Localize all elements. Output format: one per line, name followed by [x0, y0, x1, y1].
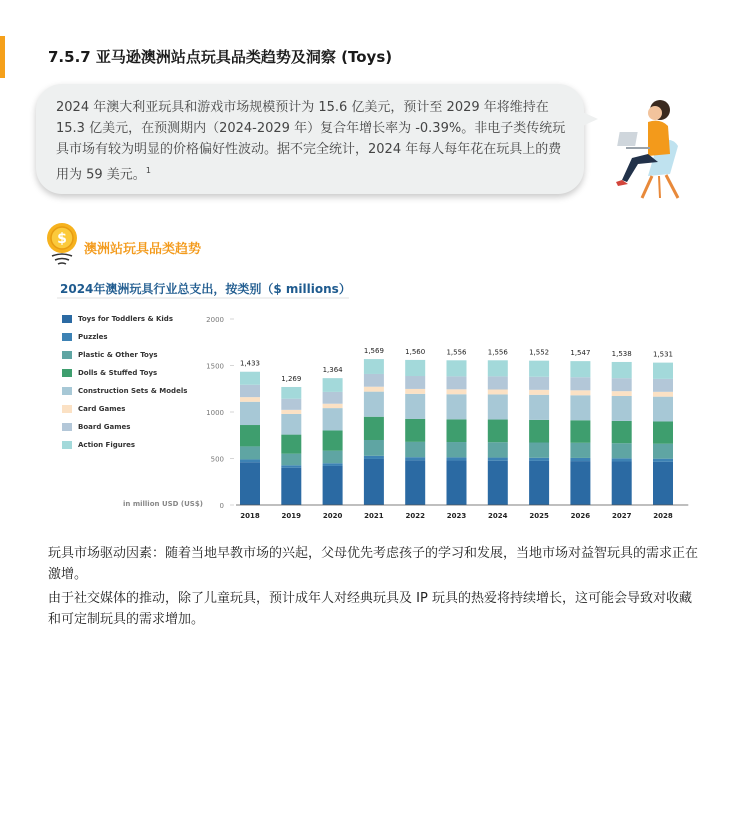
footnote-marker: 1: [145, 166, 151, 175]
bar-segment-2: [240, 446, 260, 459]
bar-segment-0: [529, 461, 549, 505]
svg-text:$: $: [57, 231, 67, 247]
bar-segment-4: [529, 395, 549, 420]
legend-label: Toys for Toddlers & Kids: [78, 315, 173, 323]
bar-segment-7: [447, 360, 467, 376]
bar-segment-0: [405, 460, 425, 505]
bar-segment-6: [653, 379, 673, 392]
bar-segment-3: [405, 419, 425, 442]
bar-segment-1: [405, 457, 425, 460]
bar-segment-1: [612, 458, 632, 461]
section-title: 澳洲站玩具品类趋势: [84, 242, 202, 257]
bar-segment-6: [447, 376, 467, 389]
legend-label: Construction Sets & Models: [78, 387, 188, 395]
bar-segment-0: [653, 462, 673, 505]
bar-segment-6: [240, 385, 260, 397]
x-tick-label: 2022: [405, 512, 425, 520]
bar-segment-7: [281, 387, 301, 399]
bar-segment-5: [323, 404, 343, 408]
bar-segment-7: [612, 362, 632, 378]
bar-segment-6: [281, 399, 301, 410]
bar-total-label: 1,556: [446, 348, 467, 357]
bar-total-label: 1,556: [487, 348, 508, 357]
bar-segment-1: [529, 458, 549, 461]
bar-segment-4: [405, 394, 425, 419]
x-tick-label: 2024: [488, 512, 508, 520]
dollar-coin-icon: [46, 222, 80, 268]
bubble-tail: [578, 110, 598, 128]
bar-segment-4: [570, 395, 590, 420]
paragraph-market-drivers: 玩具市场驱动因素：随着当地早教市场的兴起，父母优先考虑孩子的学习和发展，当地市场对益智玩具的需求正在激增。: [48, 546, 699, 582]
paragraph-social-media: 由于社交媒体的推动，除了儿童玩具，预计成年人对经典玩具及 IP 玩具的热爱将持续增长，这可能会导致对收藏和可定制玩具的需求增加。: [48, 591, 692, 627]
x-tick-label: 2025: [529, 512, 549, 520]
x-tick-label: 2027: [611, 512, 632, 520]
bar-segment-4: [653, 397, 673, 422]
bar-segment-6: [323, 392, 343, 404]
woman-with-laptop-icon: [612, 96, 692, 200]
bar-segment-0: [488, 461, 508, 505]
legend-label: Puzzles: [78, 333, 108, 341]
chart-title: 2024年澳洲玩具行业总支出，按类别（$ millions）: [60, 282, 351, 296]
bar-segment-5: [447, 389, 467, 394]
bar-total-label: 1,269: [281, 374, 302, 383]
x-tick-label: 2023: [446, 512, 467, 520]
y-tick-label: 1500: [206, 362, 224, 371]
bar-segment-5: [612, 391, 632, 396]
legend-label: Plastic & Other Toys: [78, 351, 158, 359]
bar-segment-1: [281, 465, 301, 468]
x-tick-label: 2019: [281, 512, 302, 520]
y-tick-label: 0: [219, 502, 224, 510]
y-tick-label: 500: [210, 455, 224, 464]
bar-total-label: 1,560: [405, 347, 426, 356]
bar-segment-3: [364, 417, 384, 440]
bar-segment-5: [570, 390, 590, 395]
bar-total-label: 1,531: [652, 350, 674, 359]
bar-segment-0: [612, 461, 632, 505]
bar-segment-1: [364, 456, 384, 459]
bar-segment-1: [488, 458, 508, 461]
bar-segment-5: [281, 410, 301, 414]
bar-segment-6: [405, 376, 425, 389]
legend-label: Board Games: [78, 423, 131, 431]
x-tick-label: 2026: [570, 512, 591, 520]
y-tick-label: 2000: [206, 316, 224, 324]
stacked-bar-chart: [0, 300, 729, 530]
bar-segment-4: [281, 414, 301, 435]
x-tick-label: 2028: [653, 512, 673, 520]
bar-segment-2: [529, 443, 549, 458]
accent-bar: [0, 36, 5, 78]
bar-segment-2: [570, 443, 590, 458]
bar-segment-3: [447, 419, 467, 442]
bar-total-label: 1,538: [611, 349, 632, 358]
x-tick-label: 2018: [240, 512, 260, 520]
bar-segment-2: [653, 444, 673, 459]
bar-segment-2: [488, 442, 508, 457]
intro-text: [56, 97, 566, 185]
bar-segment-1: [653, 459, 673, 462]
bar-segment-1: [323, 463, 343, 466]
bar-segment-1: [570, 458, 590, 461]
bar-segment-2: [323, 451, 343, 464]
bar-total-label: 1,547: [570, 349, 591, 358]
bar-segment-3: [653, 421, 673, 443]
bar-segment-5: [529, 390, 549, 395]
x-tick-label: 2021: [364, 512, 384, 520]
bar-segment-2: [405, 442, 425, 457]
bar-total-label: 1,569: [363, 347, 384, 356]
bar-segment-6: [364, 374, 384, 387]
bar-segment-0: [281, 468, 301, 505]
bar-segment-5: [405, 389, 425, 394]
bar-segment-5: [488, 389, 508, 394]
bar-segment-5: [364, 387, 384, 392]
bar-segment-6: [529, 377, 549, 390]
bar-segment-4: [240, 402, 260, 425]
bar-segment-4: [612, 396, 632, 421]
bar-segment-7: [529, 361, 549, 377]
bar-segment-2: [364, 440, 384, 456]
bar-segment-7: [240, 372, 260, 385]
bar-segment-7: [323, 378, 343, 392]
bar-segment-7: [364, 359, 384, 374]
bar-segment-3: [529, 420, 549, 443]
bar-segment-0: [570, 461, 590, 505]
bar-segment-0: [240, 462, 260, 505]
bar-segment-4: [364, 392, 384, 417]
y-axis-unit-label: in million USD (US$): [123, 500, 203, 508]
bar-segment-2: [447, 442, 467, 457]
bar-segment-5: [653, 392, 673, 397]
bar-segment-0: [447, 461, 467, 505]
bar-total-label: 1,364: [322, 366, 343, 375]
bar-segment-7: [488, 360, 508, 376]
page-title: 7.5.7 亚马逊澳洲站点玩具品类趋势及洞察 (Toys): [48, 48, 393, 66]
intro-body: 2024 年澳大利亚玩具和游戏市场规模预计为 15.6 亿美元，预计至 2029 年将维持在 15.3 亿美元，在预测期内（2024-2029 年）复合年增长率为 -0.39%。非电子类传统玩具市场有较为明显的价格偏好性波动。据不完全统计，2024 年每人每年花在玩具上的费用为 59 美元。: [56, 100, 566, 183]
bar-segment-5: [240, 397, 260, 402]
bar-segment-0: [323, 466, 343, 505]
bar-segment-4: [447, 394, 467, 419]
bar-segment-2: [281, 454, 301, 466]
bar-segment-3: [488, 420, 508, 443]
bar-segment-3: [612, 421, 632, 443]
bar-segment-7: [570, 361, 590, 377]
y-tick-label: 1000: [206, 409, 224, 417]
bar-segment-7: [653, 363, 673, 379]
bar-segment-1: [240, 459, 260, 462]
bar-segment-3: [281, 435, 301, 454]
bar-total-label: 1,552: [529, 348, 550, 357]
bar-segment-0: [364, 459, 384, 505]
x-tick-label: 2020: [322, 512, 343, 520]
legend-label: Card Games: [78, 405, 126, 413]
bar-segment-3: [323, 430, 343, 450]
bar-segment-6: [612, 378, 632, 391]
bar-segment-2: [612, 443, 632, 458]
intro-bubble: [36, 84, 584, 194]
bar-segment-3: [570, 420, 590, 443]
bar-total-label: 1,433: [239, 359, 261, 368]
bar-segment-4: [488, 394, 508, 419]
bar-segment-6: [570, 377, 590, 390]
bar-segment-7: [405, 360, 425, 376]
bar-segment-1: [447, 457, 467, 460]
legend-label: Dolls & Stuffed Toys: [78, 369, 158, 377]
chart-title-underline: [57, 297, 349, 299]
bar-segment-3: [240, 425, 260, 446]
bar-segment-4: [323, 408, 343, 430]
bar-segment-6: [488, 376, 508, 389]
legend-label: Action Figures: [78, 441, 136, 449]
